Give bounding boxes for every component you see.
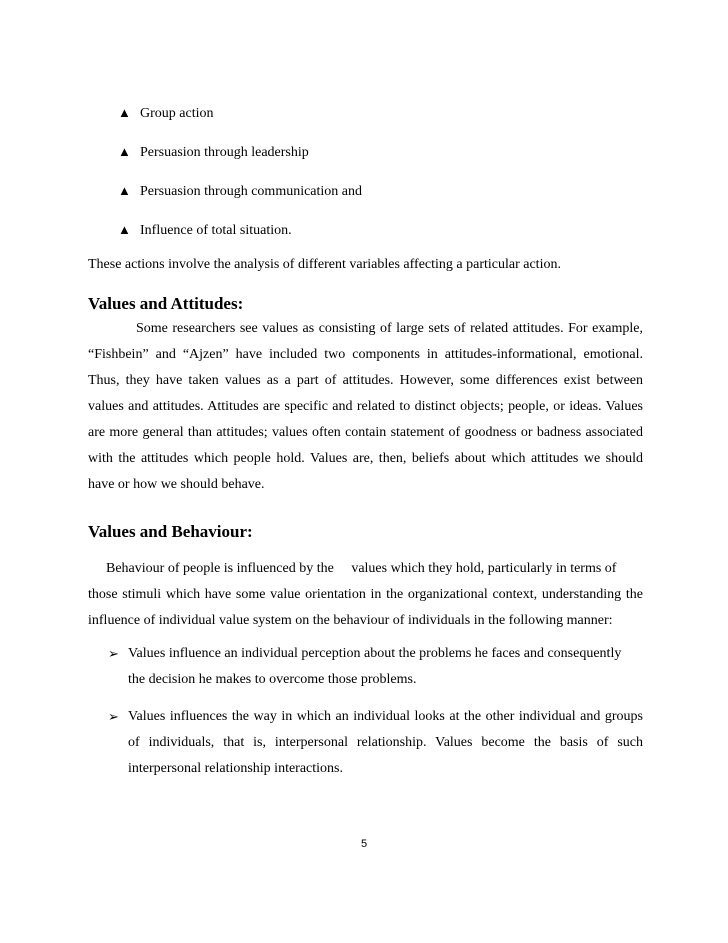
intro-sentence: These actions involve the analysis of different variables affecting a particular action. — [88, 257, 561, 272]
list-item-line: of individuals, that is, interpersonal relationship. Values become the basis of such — [128, 735, 643, 750]
paragraph-line: with the attitudes which people hold. Values are, then, beliefs about which attitudes we should — [88, 451, 643, 466]
bullet-text: Persuasion through communication and — [140, 184, 363, 199]
paragraph-line: values and attitudes. Attitudes are specific and related to distinct objects; people, or ideas. Values — [88, 399, 643, 414]
page-number: 5 — [360, 838, 368, 850]
list-item-line: interpersonal relationship interactions. — [128, 761, 343, 776]
paragraph-line: “Fishbein” and “Ajzen” have included two components in attitudes-informational, emotional. — [88, 347, 643, 362]
list-item-line: Values influence an individual perception about the problems he faces and consequently — [128, 646, 622, 661]
bullet-item — [118, 104, 213, 123]
bullet-item — [118, 182, 362, 201]
list-item-line: Values influences the way in which an individual looks at the other individual and groups — [128, 709, 643, 724]
paragraph-line: influence of individual value system on the behaviour of individuals in the following manner: — [88, 613, 613, 628]
section-heading-values-behaviour: Values and Behaviour: — [88, 522, 253, 541]
bullet-text: Influence of total situation. — [140, 223, 292, 238]
section-heading-values-attitudes: Values and Attitudes: — [88, 294, 244, 313]
paragraph-line: have or how we should behave. — [88, 477, 265, 492]
paragraph-line: Thus, they have taken values as a part of attitudes. However, some differences exist between — [88, 373, 643, 388]
bullet-item — [118, 221, 292, 240]
triangle-bullet-icon: ▲ — [118, 144, 131, 159]
triangle-bullet-icon: ▲ — [118, 183, 131, 198]
bullet-item — [118, 143, 309, 162]
paragraph-line: Some researchers see values as consisting of large sets of related attitudes. For example, — [136, 321, 643, 336]
arrow-bullet-icon: ➢ — [108, 646, 119, 661]
bullet-text: Persuasion through leadership — [140, 145, 309, 160]
paragraph-line: are more general than attitudes; values often contain statement of goodness or badness associated — [88, 425, 643, 440]
triangle-bullet-icon: ▲ — [118, 222, 131, 237]
paragraph-line: Behaviour of people is influenced by the values which they hold, particularly in terms of — [106, 561, 617, 576]
paragraph-line: those stimuli which have some value orientation in the organizational context, understanding the — [88, 587, 643, 602]
bullet-text: Group action — [140, 106, 214, 121]
triangle-bullet-icon: ▲ — [118, 105, 131, 120]
arrow-bullet-icon: ➢ — [108, 709, 119, 724]
list-item-line: the decision he makes to overcome those problems. — [128, 672, 417, 687]
